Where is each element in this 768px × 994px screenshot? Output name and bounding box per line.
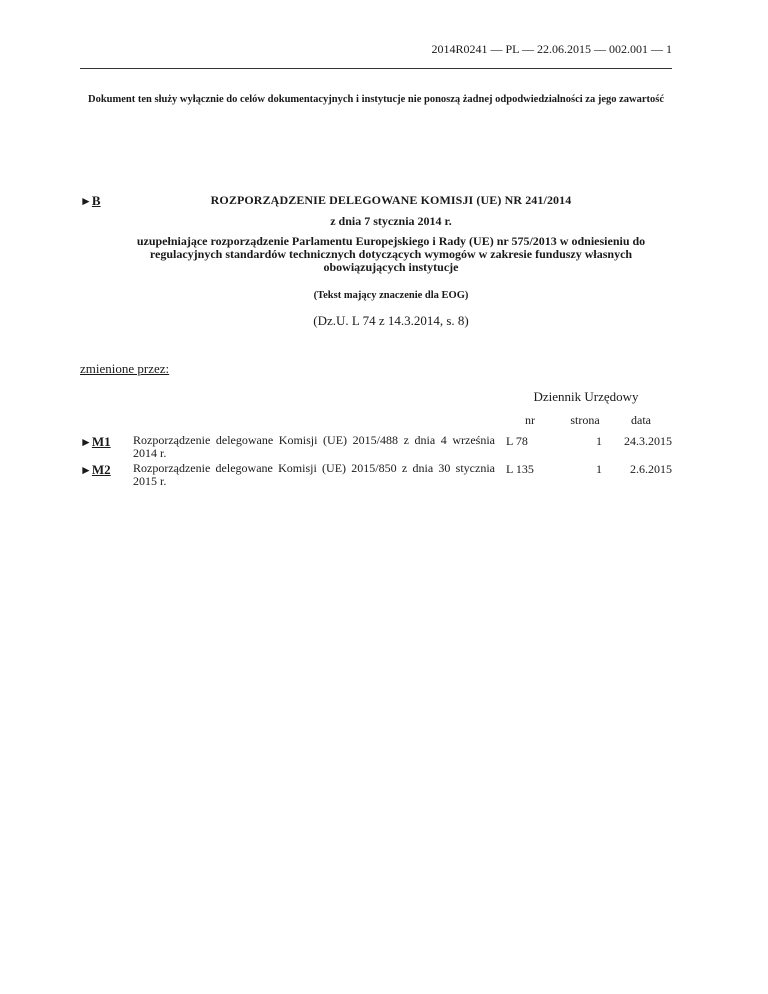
regulation-title: ROZPORZĄDZENIE DELEGOWANE KOMISJI (UE) NR 241/2014 [210,193,572,207]
column-header-date: data [631,413,651,427]
column-header-page: strona [570,413,600,427]
amendment-oj-date: 2.6.2015 [630,462,672,476]
triangle-right-icon: ► [80,194,92,208]
header-divider [80,68,672,69]
document-reference: 2014R0241 — PL — 22.06.2015 — 002.001 — 1 [431,42,672,56]
amended-by-heading: zmienione przez: [80,361,170,376]
eea-relevance-note: (Tekst mający znaczenie dla EOG) [313,290,469,301]
triangle-right-icon: ► [80,435,92,449]
journal-heading: Dziennik Urzędowy [533,389,639,404]
triangle-right-icon: ► [80,463,92,477]
amendment-oj-number: L 135 [506,462,534,476]
amendment-code: M1 [91,434,111,449]
official-journal-reference: (Dz.U. L 74 z 14.3.2014, s. 8) [313,313,469,328]
base-act-code: B [91,193,101,208]
column-header-nr: nr [525,413,535,427]
amendment-oj-page: 1 [596,434,602,448]
regulation-date: z dnia 7 stycznia 2014 r. [330,214,452,228]
amendment-code: M2 [91,462,111,477]
amendment-description: Rozporządzenie delegowane Komisji (UE) 2015/488 z dnia 4 września 2014 r. [133,433,495,460]
amendment-oj-number: L 78 [506,434,528,448]
amendment-marker-m2[interactable] [80,462,111,478]
regulation-subject: uzupełniające rozporządzenie Parlamentu Europejskiego i Rady (UE) nr 575/2013 w odniesieniu do regulacyjnych standardów technicznych dotyczących wymogów w zakresie funduszy własnych obowiązujących instytucje [136,234,646,274]
amendment-oj-page: 1 [596,462,602,476]
disclaimer-text: Dokument ten służy wyłącznie do celów dokumentacyjnych i instytucje nie ponoszą żadnej odpodwiedzialności za jego zawartość [87,94,665,105]
amendment-oj-date: 24.3.2015 [624,434,672,448]
amendment-marker-m1[interactable] [80,434,111,450]
amendment-description: Rozporządzenie delegowane Komisji (UE) 2015/850 z dnia 30 stycznia 2015 r. [133,461,495,488]
base-act-marker[interactable] [80,193,101,209]
